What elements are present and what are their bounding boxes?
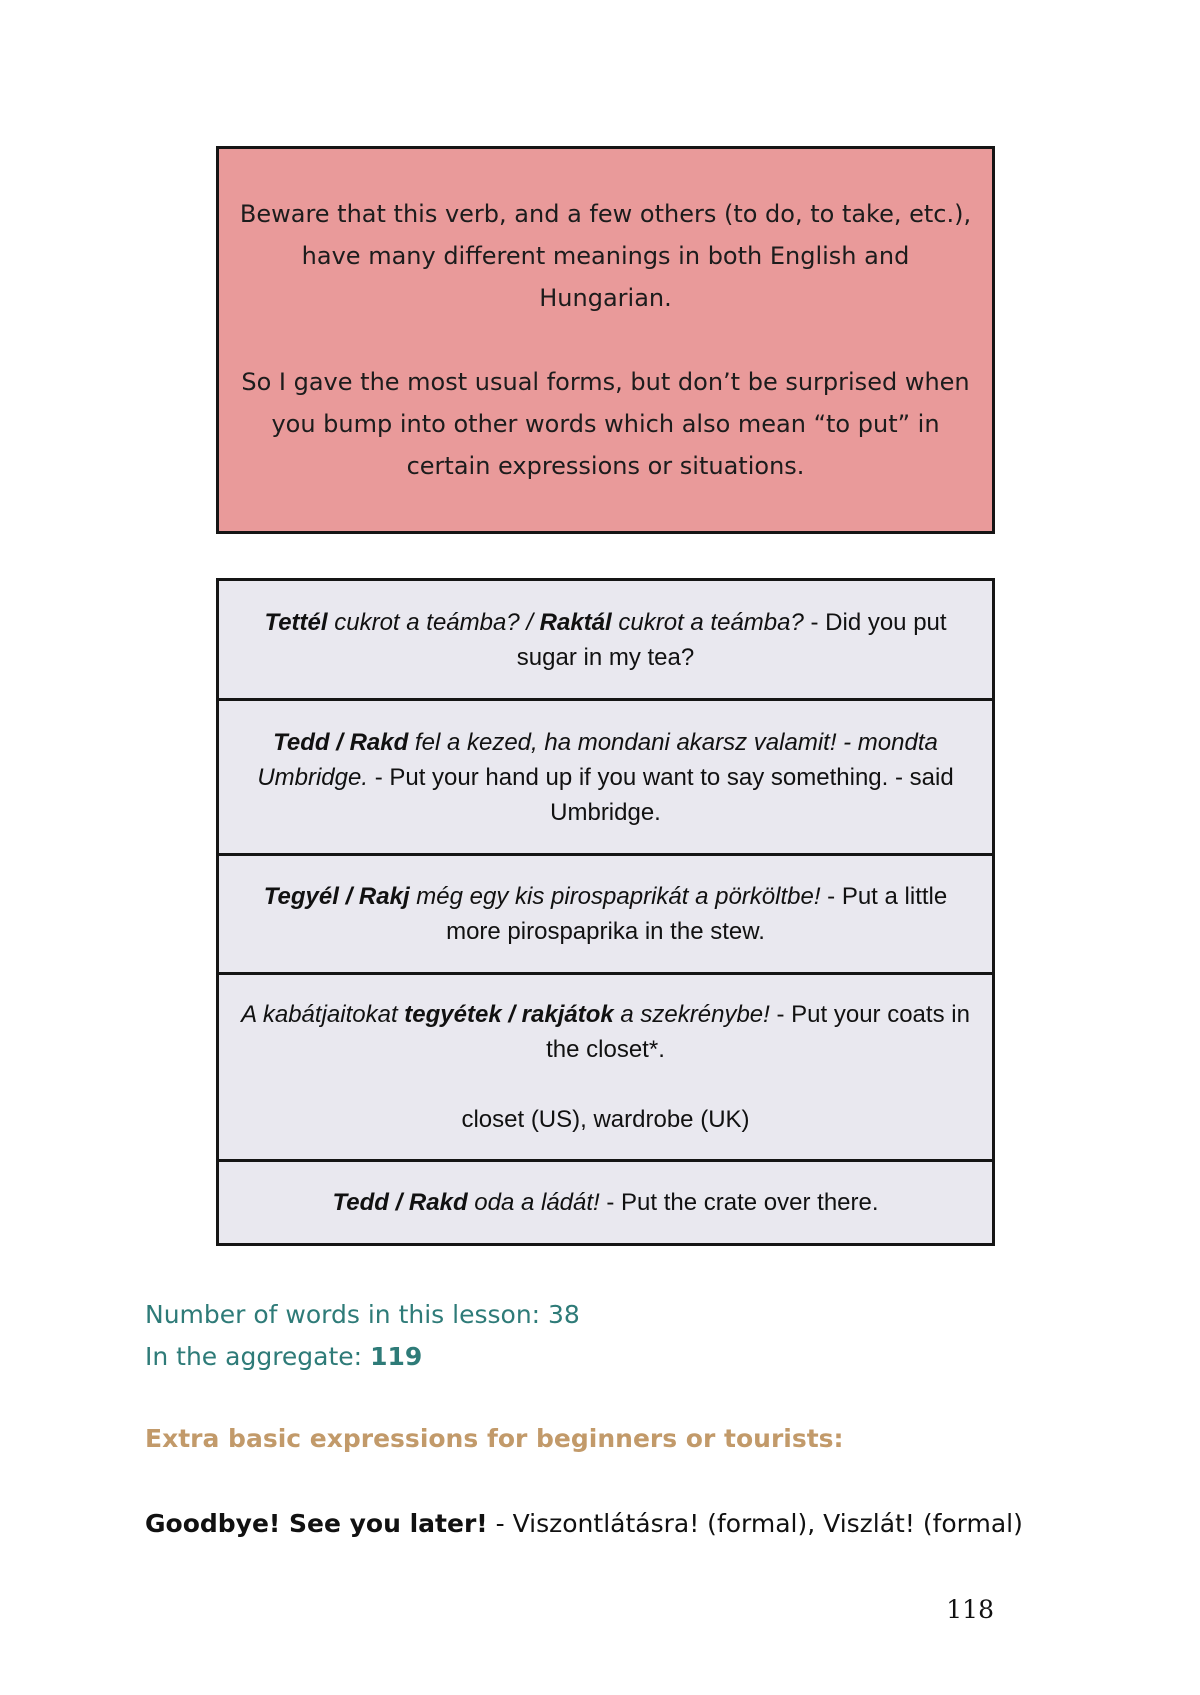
word-stats — [145, 1294, 580, 1378]
example-sentence — [241, 725, 970, 830]
extra-expressions-heading: Extra basic expressions for beginners or tourists: — [145, 1424, 844, 1453]
verb-highlight: Tettél — [264, 608, 328, 636]
aggregate-label: In the aggregate: — [145, 1342, 371, 1371]
page-number: 118 — [946, 1595, 994, 1624]
english-translation: - Put your hand up if you want to say something. - said Umbridge. — [368, 763, 954, 826]
hungarian-text: A kabátjaitokat — [241, 1001, 405, 1028]
note-box — [216, 146, 995, 534]
goodbye-hungarian: - Viszontlátásra! (formal), Viszlát! (formal) — [487, 1509, 1023, 1538]
example-row — [219, 972, 992, 1159]
hungarian-text: fel a kezed, ha mondani akarsz valamit! - mondta Umbridge. — [257, 728, 938, 791]
example-row — [219, 853, 992, 972]
note-paragraph-1: Beware that this verb, and a few others (to do, to take, etc.), have many different meanings in both English and Hungarian. — [239, 200, 972, 312]
note-paragraph-2: So I gave the most usual forms, but don’t be surprised when you bump into other words which also mean “to put” in certain expressions or situations. — [241, 368, 970, 480]
example-row — [219, 1159, 992, 1243]
lesson-word-count: Number of words in this lesson: 38 — [145, 1300, 580, 1329]
hungarian-text: oda a ládát! — [467, 1189, 600, 1216]
example-sentence — [241, 879, 970, 949]
hungarian-text: cukrot a teámba? — [611, 608, 804, 636]
aggregate-word-count — [145, 1336, 580, 1378]
hungarian-text: a szekrénybe! — [613, 1001, 770, 1028]
examples-table — [216, 578, 995, 1246]
english-translation: - Put your coats in the closet*. — [546, 1001, 970, 1063]
english-translation: - Put the crate over there. — [599, 1189, 879, 1216]
verb-highlight: tegyétek / rakjátok — [404, 1001, 614, 1028]
verb-highlight: Tedd / Rakd — [332, 1189, 468, 1216]
example-sentence — [241, 997, 970, 1067]
example-sentence — [332, 1185, 878, 1220]
english-translation: - Put a little more pirospaprika in the stew. — [446, 883, 948, 945]
example-sentence — [241, 605, 970, 675]
footnote: closet (US), wardrobe (UK) — [461, 1106, 750, 1133]
hungarian-text: cukrot a teámba? / — [327, 608, 540, 636]
example-row — [219, 581, 992, 698]
verb-highlight: Raktál — [539, 608, 612, 636]
aggregate-value: 119 — [370, 1342, 423, 1371]
goodbye-english: Goodbye! See you later! — [145, 1509, 488, 1538]
english-translation: - Did you put sugar in my tea? — [516, 608, 947, 671]
verb-highlight: Tedd / Rakd — [273, 728, 409, 756]
hungarian-text: még egy kis pirospaprikát a pörköltbe! — [409, 883, 821, 910]
verb-highlight: Tegyél / Rakj — [263, 883, 410, 910]
example-row — [219, 698, 992, 853]
goodbye-expression — [145, 1503, 1023, 1545]
